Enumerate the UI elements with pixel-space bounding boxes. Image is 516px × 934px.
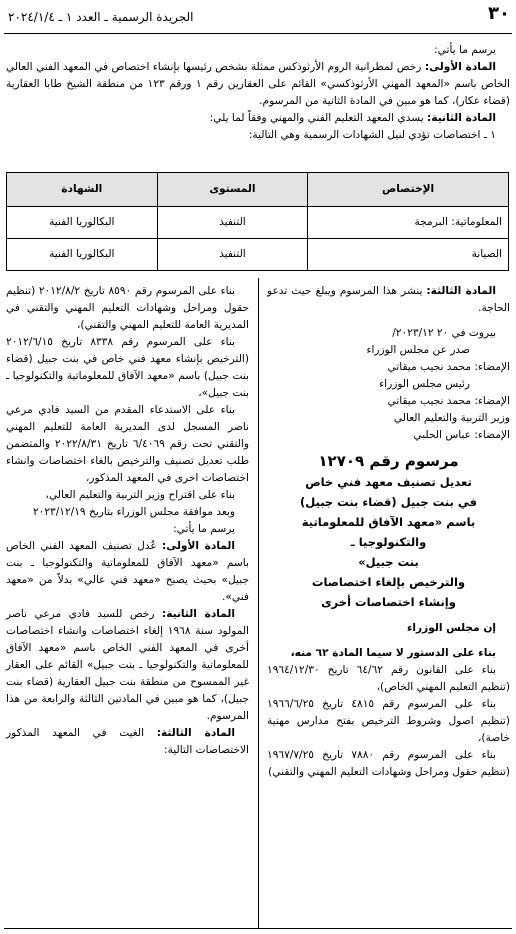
pm-title: رئيس مجلس الوزراء [379, 378, 470, 390]
column-divider [258, 278, 259, 928]
article-1-text: رخص لمطرانية الروم الأرثوذكس ممثلة بشخص رئيسها بإنشاء اختصاص في المعهد الفني العالي الخاص باسم «المعهد المهني الأرثوذكسي» القائم على العقارين رقم ١ ورقم ١٢٣ من منطقة الشيخ طابا العقارية (قضاء عكار)، كما هو مبين في المادة الثانية من المرسوم. [6, 61, 511, 107]
gazette-title: الجريدة الرسمية ـ العدد ١ ـ ٢٠٢٤/١/٤ [8, 10, 194, 24]
right-column [267, 283, 510, 781]
decree-heading-2: في بنت جبيل (قضاء بنت جبيل) [299, 495, 477, 509]
basis-proposal: بناء على اقتراح وزير التربية والتعليم العالي، [45, 489, 235, 501]
article-2-text: يسدي المعهد التعليم الفني والمهني وفقاً لما يلي: [209, 112, 424, 124]
basis-decree-4815: بناء على المرسوم رقم ٤٨١٥ تاريخ ١٩٦٦/٦/٢٥ (تنظيم اصول وشروط الترخيص بفتح مدارس مهنية خاصة)، [267, 698, 510, 744]
left-article-2-text: رخص للسيد فادي مرعي ناصر المولود سنة ١٩٦٨ إلغاء اختصاصات وانشاء اختصاصات أخرى في المعهد الفني الخاص باسم «معهد الآفاق للمعلوماتية والتكنولوجيا ـ بنت جبيل» القائم على العقار غير الممسوح من منطقة بنت جبيل العقارية (قضاء بنت جبيل)، كما هو مبين في المادتين الثالثة والرابعة من هذا المرسوم. [6, 608, 249, 722]
left-article-1-label: المادة الأولى: [161, 540, 236, 552]
table-cell: البكالوريا الفنية [7, 239, 158, 271]
left-article-3 [6, 725, 249, 759]
minister-title: وزير التربية والتعليم العالي [393, 412, 510, 424]
specialties-table [6, 172, 509, 271]
article-1 [6, 59, 510, 110]
page-header [4, 0, 512, 30]
table-cell: البكالوريا الفنية [7, 207, 158, 239]
table-row [7, 207, 509, 239]
table-cell: الصيانة [308, 239, 509, 271]
article-3-text: ينشر هذا المرسوم ويبلغ حيث تدعو الحاجة. [267, 285, 510, 314]
decree-heading-4: بنت جبيل» [358, 555, 419, 569]
table-header-specialty: الإختصاص [308, 173, 509, 207]
constitution-line: بناء على الدستور لا سيما المادة ٦٢ منه، [290, 647, 496, 659]
table-cell: المعلوماتية: البرمجة [308, 207, 509, 239]
decree-intro: يرسم ما يأتي: [173, 523, 235, 535]
table-header-certificate: الشهادة [7, 173, 158, 207]
article-2-label: المادة الثانية: [427, 112, 496, 124]
article-3 [267, 283, 510, 317]
table-header-row [7, 173, 509, 207]
basis-approval: وبعد موافقة مجلس الوزراء بتاريخ ٢٠٢٣/١٢/١٩ [32, 506, 235, 518]
decree-heading-5: والترخيص بإلغاء اختصاصات [311, 575, 466, 589]
article-2 [6, 110, 510, 127]
signature-2: الإمضاء: محمد نجيب ميقاتي [387, 395, 510, 407]
table-header-level: المستوى [157, 173, 308, 207]
decree-heading-1: تعديل تصنيف معهد فني خاص [305, 475, 472, 489]
page-number: ٣٠ [488, 3, 510, 24]
issued-by: صدر عن مجلس الوزراء [366, 344, 470, 356]
table-cell: التنفيذ [157, 207, 308, 239]
left-article-2-label: المادة الثانية: [161, 608, 235, 620]
article-3-label: المادة الثالثة: [426, 285, 496, 297]
basis-decree-7880: بناء على المرسوم رقم ٧٨٨٠ تاريخ ١٩٦٧/٧/٢٥ (تنظيم حقول ومراحل وشهادات التعليم المهني والتقني) [267, 749, 510, 778]
basis-petition: بناء على الاستدعاء المقدم من السيد فادي مرعي ناصر المسجل لدى المديرية العامة للتعليم المهني والتقني تحت رقم ٦/٤٠٦٩ تاريخ ٢٠٢٢/٨/٣١ والمتضمن طلب تعديل تصنيف والترخيص بالغاء اختصاصات وانشاء اختصاصات اخرى في المعهد المذكور، [6, 404, 249, 484]
table-cell: التنفيذ [157, 239, 308, 271]
article-1-label: المادة الأولى: [424, 61, 496, 73]
left-article-1-text: عُدل تصنيف المعهد الفني الخاص باسم «معهد الآفاق للمعلوماتية والتكنولوجيا ـ بنت جبيل» بحيث يصبح «معهد فني عالي» بدلاً من «معهد فني». [6, 540, 249, 603]
left-column [6, 283, 249, 759]
left-article-3-label: المادة الثالثة: [156, 727, 235, 739]
signature-1: الإمضاء: محمد نجيب ميقاتي [387, 361, 510, 373]
issue-date: بيروت في ٢٠ ٢٠٢٣/١٢/ [392, 327, 496, 339]
decree-heading-3: باسم «معهد الآفاق للمعلوماتية والتكنولوجيا ـ [301, 515, 476, 549]
item-1: ١ ـ اختصاصات تؤدي لنيل الشهادات الرسمية وهي التالية: [248, 129, 496, 141]
header-rule [4, 33, 512, 34]
decree-title: مرسوم رقم ١٢٧٠٩ [318, 452, 459, 470]
left-article-2 [6, 606, 249, 725]
basis-decree-8590: بناء على المرسوم رقم ٨٥٩٠ تاريخ ٢٠١٢/٨/٢ (تنظيم حقول ومراحل وشهادات التعليم المهني والتقني في المديرية العامة للتعليم المهني والتقني)، [6, 285, 249, 331]
signature-3: الإمضاء: عباس الحلبي [413, 429, 510, 441]
table-row [7, 239, 509, 271]
intro-text: يرسم ما يأتي: [434, 44, 496, 56]
left-article-1 [6, 538, 249, 606]
decree-heading-6: وإنشاء اختصاصات أخرى [321, 595, 456, 609]
basis-law: بناء على القانون رقم ٦٤/٦٢ تاريخ ١٩٦٤/١٢/٣٠ (تنظيم التعليم المهني الخاص)، [267, 664, 510, 693]
council-line: إن مجلس الوزراء [406, 622, 496, 634]
basis-decree-8338: بناء على المرسوم رقم ٨٣٣٨ تاريخ ٢٠١٢/٦/١٥ (الترخيص بإنشاء معهد فني خاص في بنت جبيل (قضاء بنت جبيل) باسم «معهد الآفاق للمعلوماتية والتكنولوجيا ـ بنت جبيل»، [6, 336, 249, 399]
top-section [6, 42, 510, 144]
footer-rule [4, 928, 512, 929]
left-article-3-text: الغيت في المعهد المذكور الاختصاصات التالية: [6, 727, 249, 756]
